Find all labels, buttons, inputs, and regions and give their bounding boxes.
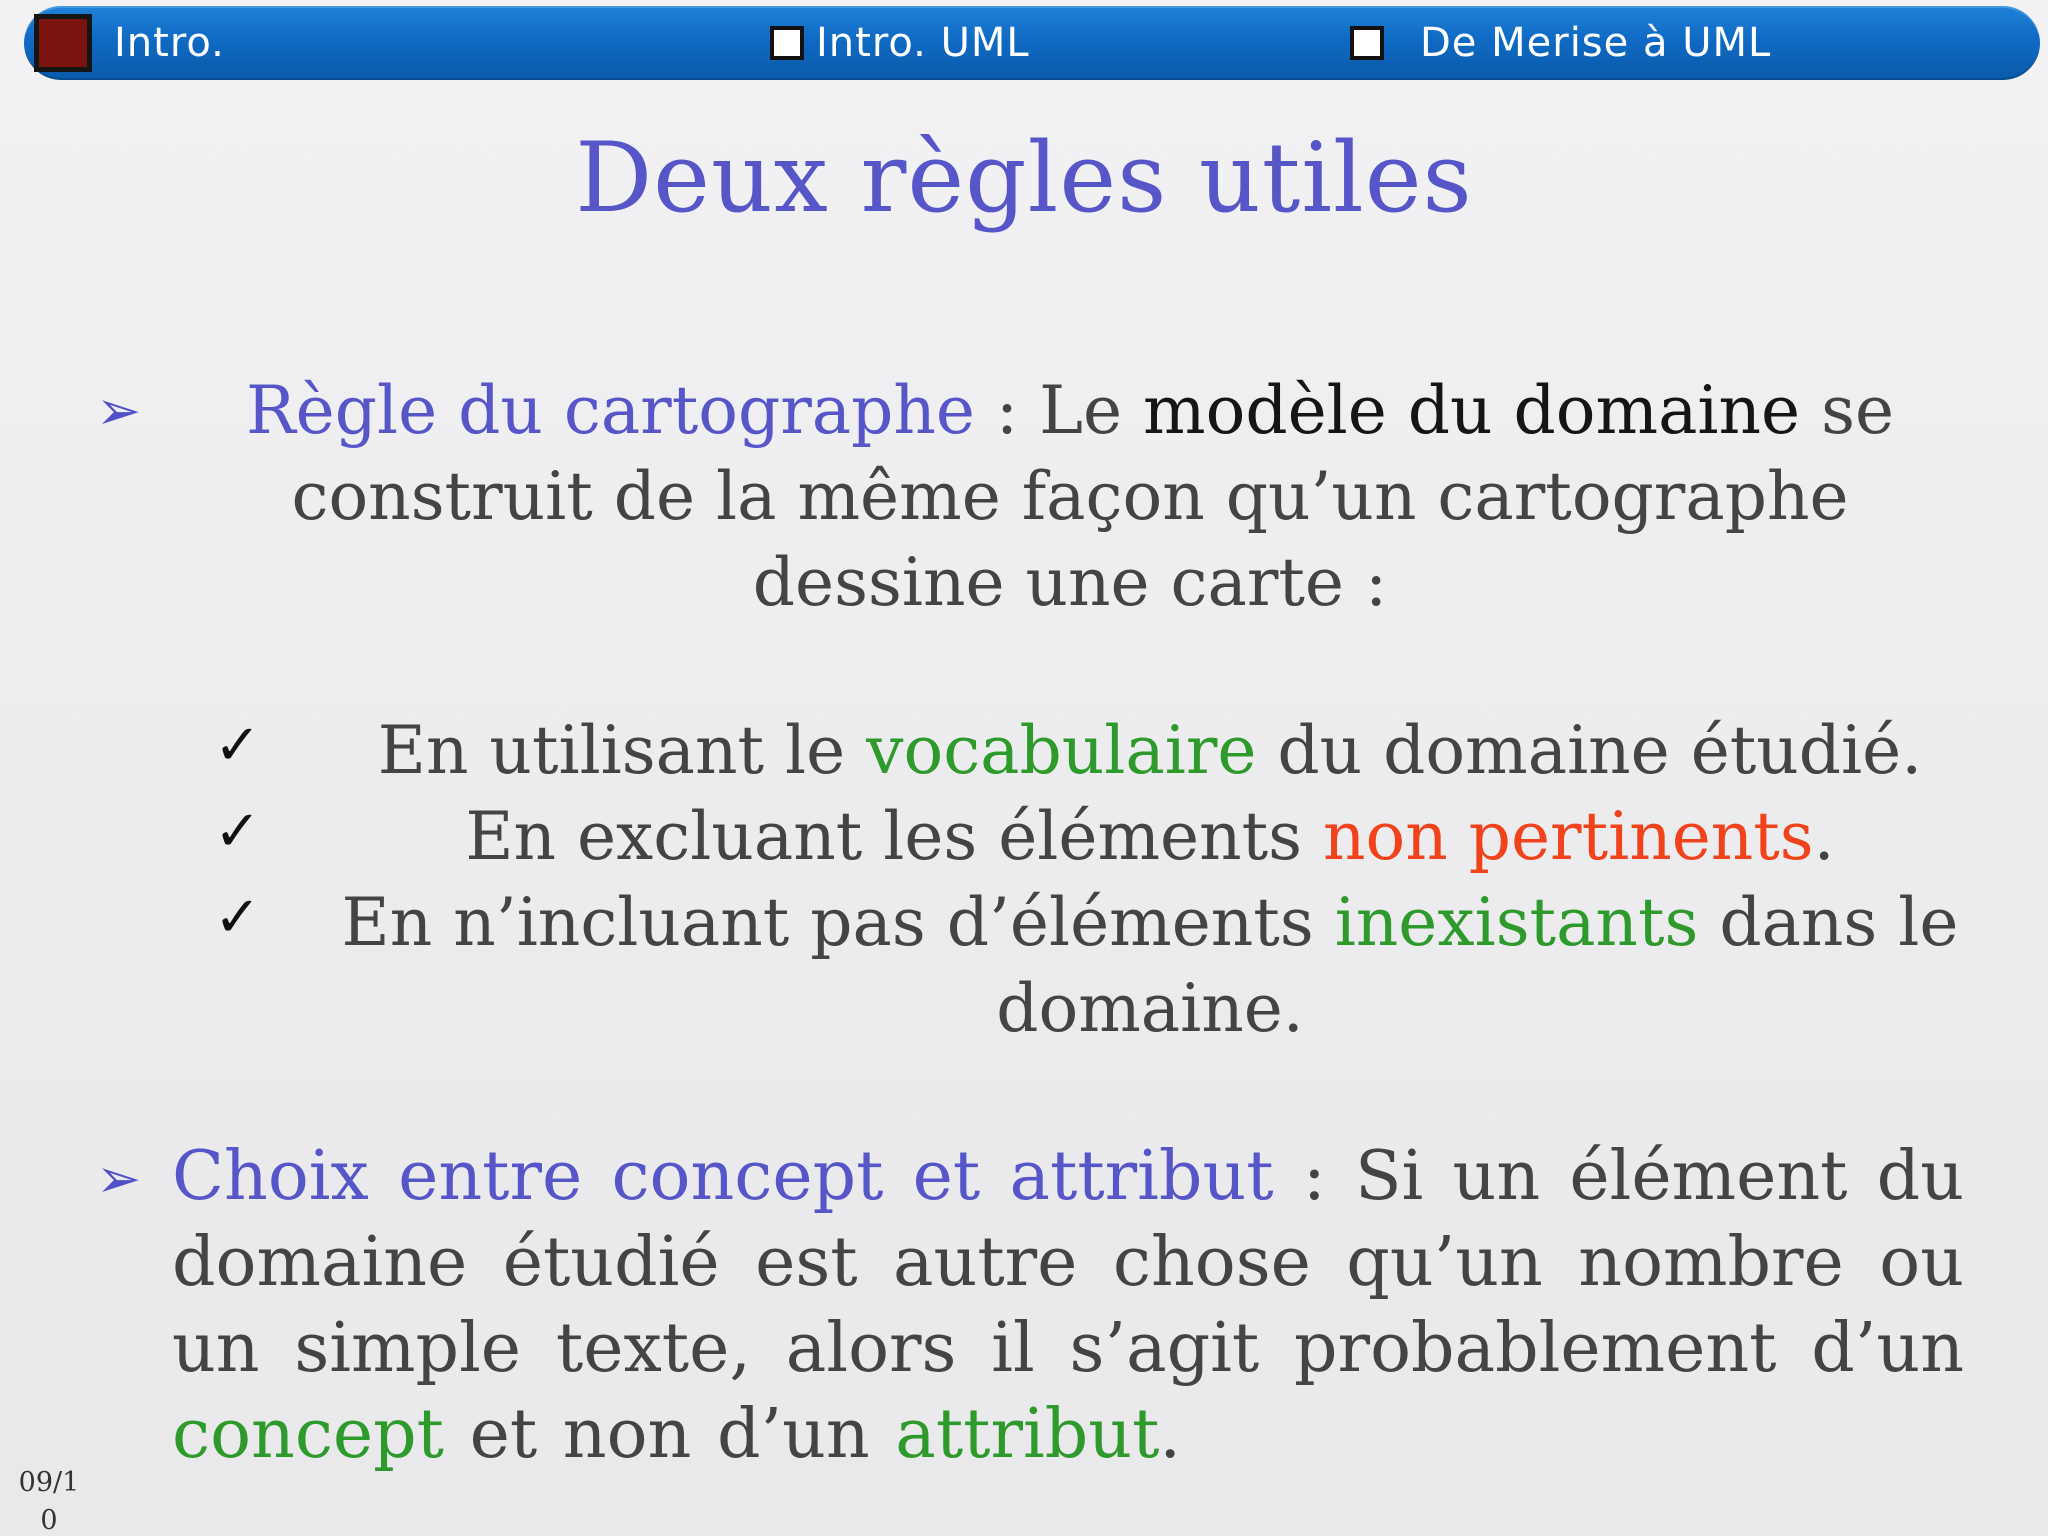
nav-item-merise-uml[interactable] [1350, 6, 1771, 80]
check-highlight: vocabulaire [866, 712, 1257, 789]
check-text: En utilisant le [377, 712, 867, 789]
check-highlight: non pertinents [1322, 798, 1814, 875]
rule-heading: Choix entre concept et attribut [172, 1137, 1274, 1216]
nav-item-label: De Merise à UML [1420, 20, 1772, 66]
rule-concept-attribute [172, 1134, 1964, 1478]
nav-item-intro[interactable] [34, 6, 225, 80]
rule-highlight: attribut [895, 1395, 1160, 1474]
check-text: . [1813, 798, 1835, 875]
checklist-item [290, 708, 2010, 794]
rule-heading: Règle du cartographe [245, 372, 975, 449]
nav-item-label: Intro. [114, 20, 225, 66]
check-text: En excluant les éléments [465, 798, 1323, 875]
slide-title: Deux règles utiles [575, 122, 1473, 234]
rule-text: . [1159, 1395, 1182, 1474]
check-text: dans le domaine. [996, 884, 1959, 1047]
check-text: du domaine étudié. [1256, 712, 1923, 789]
rule-text: se construit de la même façon qu’un cartographe dessine une carte : [291, 372, 1895, 621]
checkmark-icon: ✓ [214, 713, 261, 778]
nav-active-box-icon [34, 14, 92, 72]
nav-item-label: Intro. UML [816, 20, 1030, 66]
arrow-bullet-icon: ➢ [96, 1147, 142, 1210]
rule-text: : Si un élément du domaine étudié est autre chose qu’un nombre ou un simple texte, alors il s’agit probablement d’un [172, 1137, 1965, 1388]
rule-term: modèle du domaine [1143, 372, 1801, 449]
rule-text: et non d’un [444, 1395, 896, 1474]
check-highlight: inexistants [1334, 884, 1699, 961]
nav-item-intro-uml[interactable] [770, 6, 1030, 80]
checkmark-icon: ✓ [214, 799, 261, 864]
rule-highlight: concept [172, 1395, 444, 1474]
nav-box-icon [770, 26, 804, 60]
checkmark-icon: ✓ [214, 885, 261, 950]
check-text: En n’incluant pas d’éléments [341, 884, 1335, 961]
nav-box-icon [1350, 26, 1384, 60]
page-number: 09/10 [18, 1467, 80, 1536]
arrow-bullet-icon: ➢ [96, 379, 142, 442]
checklist-item [290, 880, 2010, 1052]
rule-colon: : Le [974, 372, 1143, 449]
top-navigation-bar [24, 6, 2040, 80]
checklist-item [290, 794, 2010, 880]
rule-cartographer [210, 368, 1930, 626]
